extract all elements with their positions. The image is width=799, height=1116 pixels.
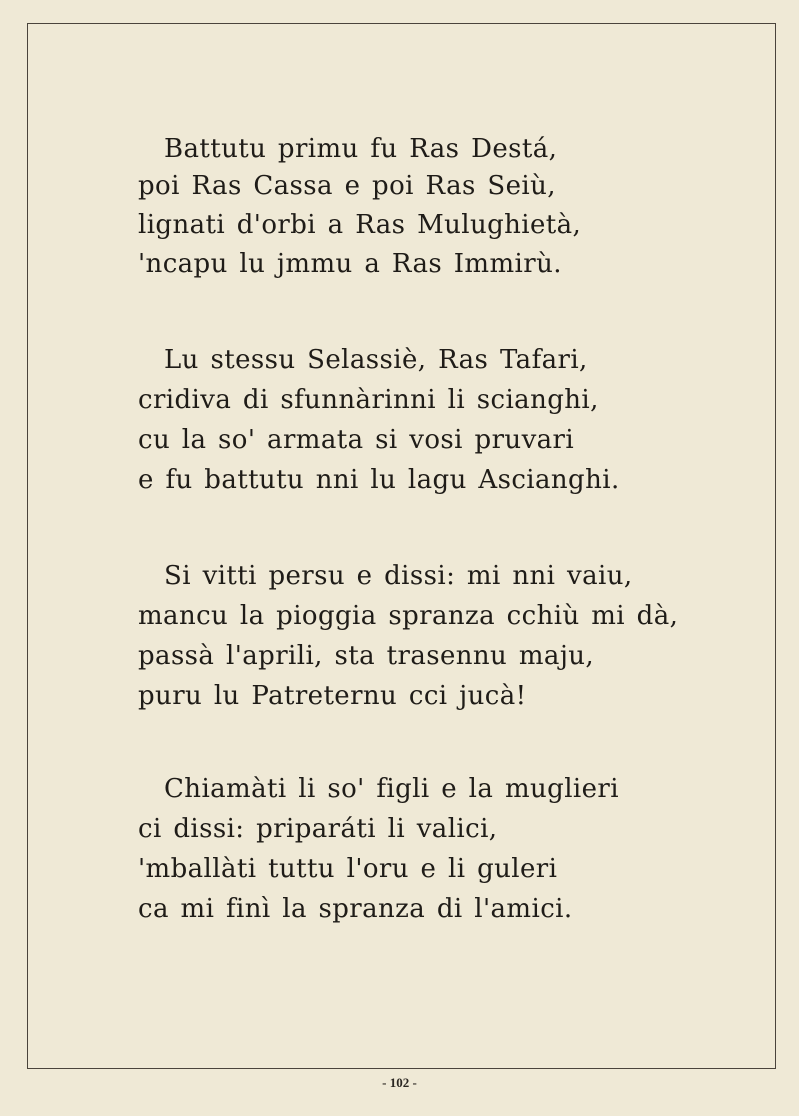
verse-line: Battutu primu fu Ras Destá, [164,134,558,164]
verse-line: ci dissi: priparáti li valici, [138,814,498,844]
verse-line: Si vitti persu e dissi: mi nni vaiu, [164,561,633,591]
verse-line: lignati d'orbi a Ras Mulughietà, [138,210,582,240]
verse-line: Lu stessu Selassiè, Ras Tafari, [164,345,588,375]
verse-line: puru lu Patreternu cci jucà! [138,681,527,711]
verse-line: ca mi finì la spranza di l'amici. [138,894,573,924]
verse-line: mancu la pioggia spranza cchiù mi dà, [138,601,679,631]
verse-line: 'mballàti tuttu l'oru e li guleri [138,854,558,884]
verse-line: cu la so' armata si vosi pruvari [138,425,575,455]
verse-line: cridiva di sfunnàrinni li scianghi, [138,385,599,415]
verse-line: 'ncapu lu jmmu a Ras Immirù. [138,249,562,279]
page-number: - 102 - [382,1075,417,1090]
verse-line: poi Ras Cassa e poi Ras Seiù, [138,171,556,201]
verse-line: e fu battutu nni lu lagu Ascianghi. [138,465,620,495]
verse-line: Chiamàti li so' figli e la muglieri [164,774,619,804]
verse-line: passà l'aprili, sta trasennu maju, [138,641,595,671]
